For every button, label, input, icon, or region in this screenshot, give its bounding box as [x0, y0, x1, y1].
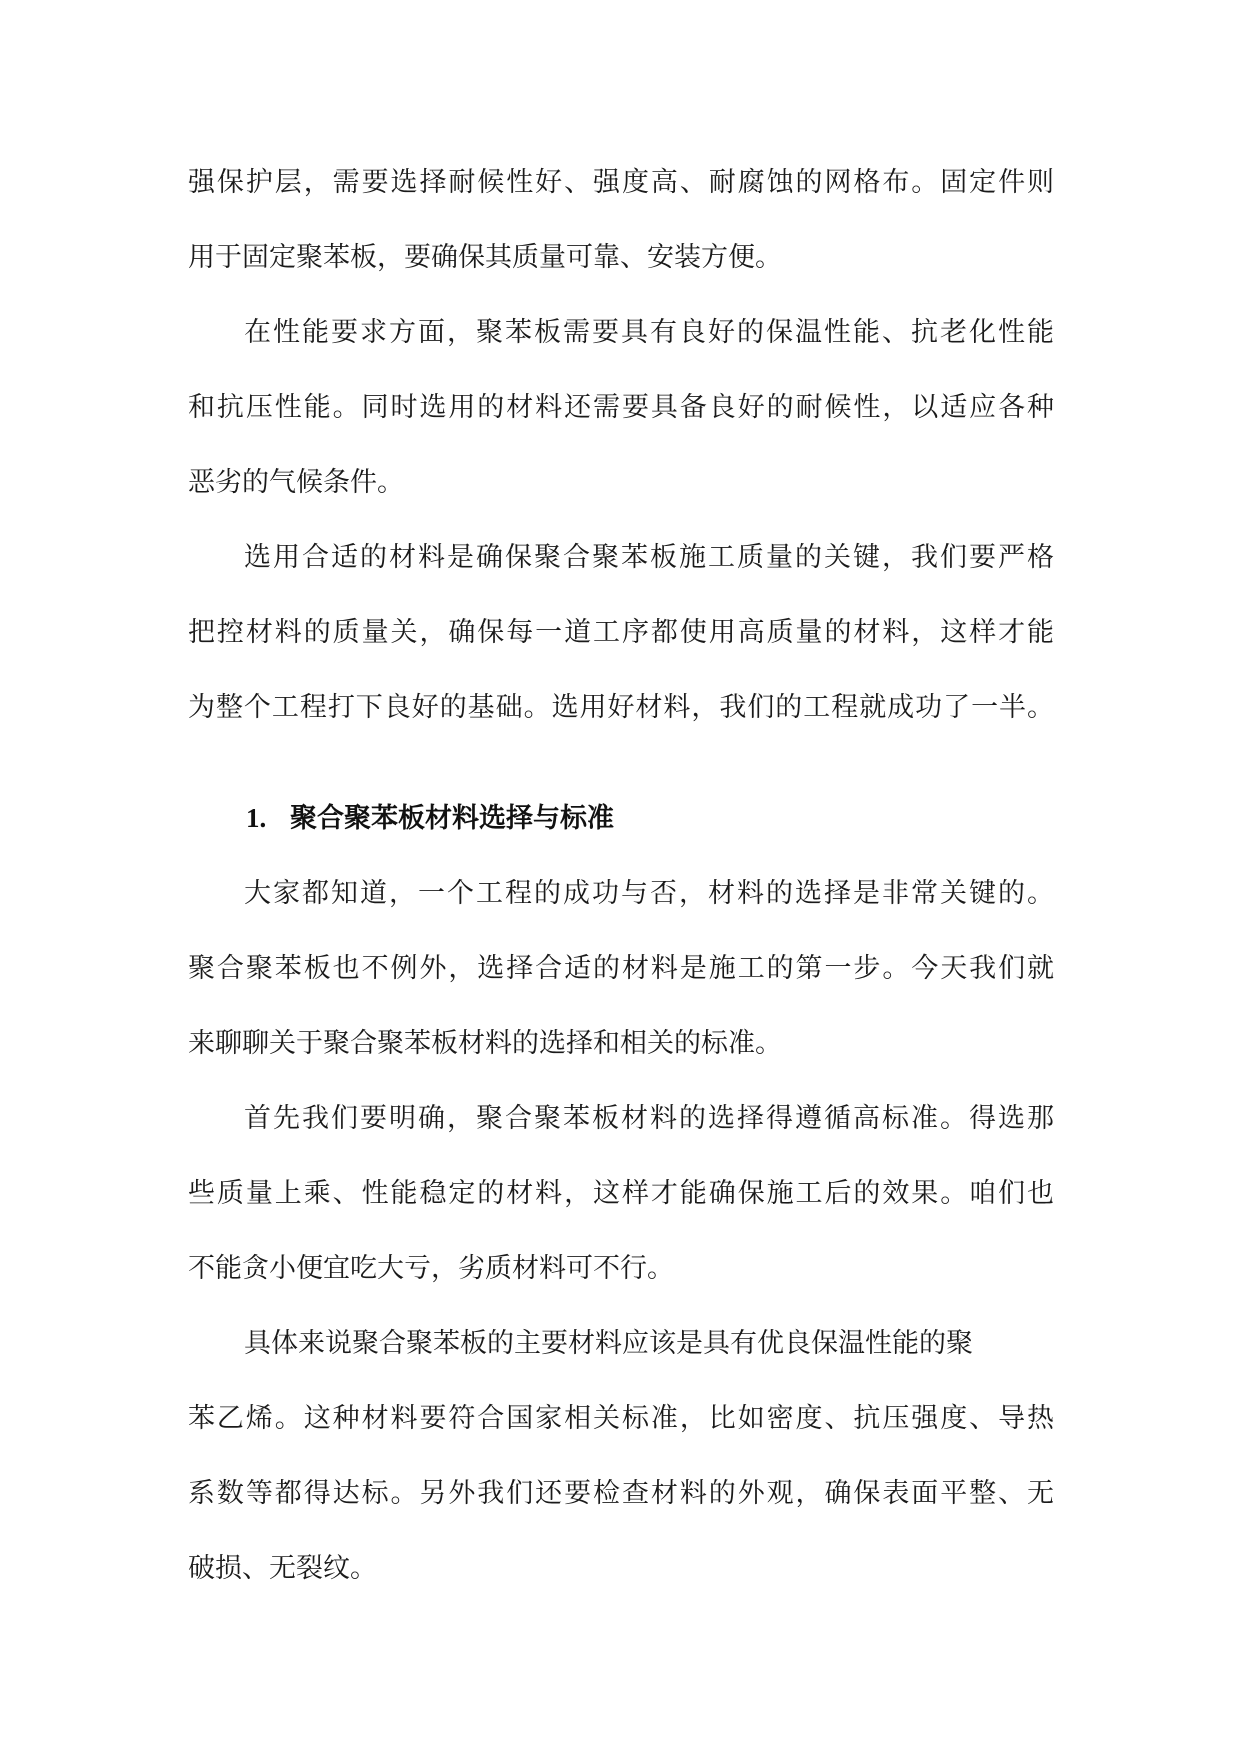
paragraph-line: 大家都知道，一个工程的成功与否，材料的选择是非常关键的。 [244, 878, 1054, 909]
paragraph-line: 破损、无裂纹。 [188, 1553, 377, 1584]
paragraph-line: 在性能要求方面，聚苯板需要具有良好的保温性能、抗老化性能 [244, 317, 1054, 348]
paragraph-line: 首先我们要明确，聚合聚苯板材料的选择得遵循高标准。得选那 [244, 1103, 1054, 1134]
paragraph-line: 苯乙烯。这种材料要符合国家相关标准，比如密度、抗压强度、导热 [188, 1403, 1054, 1434]
paragraph-line: 具体来说聚合聚苯板的主要材料应该是具有优良保温性能的聚 [244, 1328, 973, 1359]
paragraph-line: 和抗压性能。同时选用的材料还需要具备良好的耐候性，以适应各种 [188, 392, 1054, 423]
document-body [188, 145, 1054, 1606]
paragraph-line: 把控材料的质量关，确保每一道工序都使用高质量的材料，这样才能 [188, 617, 1054, 648]
paragraph-line: 强保护层，需要选择耐候性好、强度高、耐腐蚀的网格布。固定件则 [188, 167, 1054, 198]
paragraph [188, 856, 1054, 1081]
paragraph-line: 恶劣的气候条件。 [188, 467, 404, 498]
paragraph [188, 295, 1054, 520]
paragraph-line: 选用合适的材料是确保聚合聚苯板施工质量的关键，我们要严格 [244, 542, 1054, 573]
paragraph-line: 聚合聚苯板也不例外，选择合适的材料是施工的第一步。今天我们就 [188, 953, 1054, 984]
section-title: 聚合聚苯板材料选择与标准 [290, 803, 614, 834]
paragraph [188, 1081, 1054, 1306]
paragraph [188, 1306, 1054, 1606]
paragraph-line: 些质量上乘、性能稳定的材料，这样才能确保施工后的效果。咱们也 [188, 1178, 1054, 1209]
paragraph-line: 来聊聊关于聚合聚苯板材料的选择和相关的标准。 [188, 1028, 782, 1059]
section-number: 1. [246, 803, 267, 833]
paragraph [188, 520, 1054, 745]
paragraph [188, 145, 1054, 295]
paragraph-line: 不能贪小便宜吃大亏，劣质材料可不行。 [188, 1253, 674, 1284]
section-heading [188, 745, 1054, 856]
paragraph-line: 为整个工程打下良好的基础。选用好材料，我们的工程就成功了一半。 [188, 692, 1054, 723]
paragraph-line: 用于固定聚苯板，要确保其质量可靠、安装方便。 [188, 242, 782, 273]
paragraph-line: 系数等都得达标。另外我们还要检查材料的外观，确保表面平整、无 [188, 1478, 1054, 1509]
